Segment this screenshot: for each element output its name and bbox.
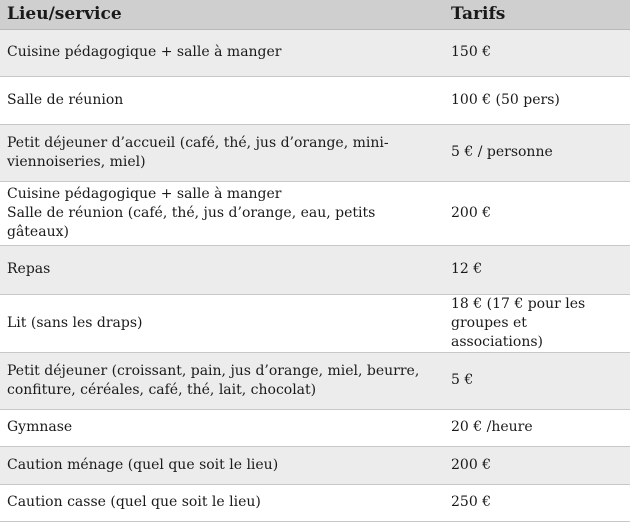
- tarif-cell: [444, 352, 630, 409]
- header-service: Lieu/service: [0, 0, 444, 29]
- table-row: [0, 245, 630, 294]
- tarif-line: 5 € / personne: [451, 144, 553, 160]
- service-cell: [0, 294, 444, 352]
- table-row: [0, 29, 630, 76]
- service-cell: [0, 352, 444, 409]
- table-row: [0, 446, 630, 484]
- tarif-line: 20 € /heure: [451, 419, 533, 435]
- table-row: [0, 76, 630, 124]
- service-line: Caution casse (quel que soit le lieu): [7, 494, 261, 510]
- service-cell: [0, 76, 444, 124]
- table-row: [0, 124, 630, 181]
- service-line: Cuisine pédagogique + salle à manger: [7, 44, 282, 60]
- service-cell: [0, 245, 444, 294]
- tarif-cell: [444, 124, 630, 181]
- table-row: [0, 181, 630, 245]
- table-row: [0, 294, 630, 352]
- tarif-cell: [444, 446, 630, 484]
- tarif-line: 12 €: [451, 261, 483, 277]
- tarif-line: 200 €: [451, 204, 492, 221]
- tarif-cell: [444, 484, 630, 521]
- table-row: [0, 352, 630, 409]
- header-row: [0, 0, 630, 29]
- tarif-cell: [444, 181, 630, 245]
- service-line: Repas: [7, 261, 51, 277]
- service-line: Caution ménage (quel que soit le lieu): [7, 456, 279, 473]
- tarif-line: 200 €: [451, 456, 492, 473]
- header-tarifs: Tarifs: [444, 0, 630, 29]
- service-cell: [0, 29, 444, 76]
- tarif-cell: [444, 294, 630, 352]
- service-line: Petit déjeuner (croissant, pain, jus d’orange, miel, beurre,: [7, 362, 420, 379]
- table-row: [0, 409, 630, 446]
- tarif-line: 18 € (17 € pour les: [451, 295, 586, 312]
- service-cell: [0, 409, 444, 446]
- service-cell: [0, 484, 444, 521]
- tarif-cell: [444, 245, 630, 294]
- service-cell: [0, 124, 444, 181]
- tarif-line: 100 € (50 pers): [451, 91, 560, 108]
- tarif-line: 5 €: [451, 372, 474, 388]
- tarif-line: groupes et associations): [451, 314, 544, 350]
- service-cell: [0, 181, 444, 245]
- service-line: Salle de réunion (café, thé, jus d’orange, eau, petits gâteaux): [7, 204, 376, 240]
- service-line: Gymnase: [7, 419, 73, 435]
- service-line: confiture, céréales, café, thé, lait, chocolat): [7, 381, 317, 398]
- service-line: Cuisine pédagogique + salle à manger: [7, 185, 282, 202]
- service-cell: [0, 446, 444, 484]
- tarif-line: 250 €: [451, 494, 492, 510]
- service-line: Salle de réunion: [7, 91, 124, 108]
- table-row: [0, 484, 630, 521]
- tarif-cell: [444, 76, 630, 124]
- service-line: Lit (sans les draps): [7, 314, 143, 331]
- tarif-cell: [444, 409, 630, 446]
- service-line: viennoiseries, miel): [7, 153, 146, 170]
- service-line: Petit déjeuner d’accueil (café, thé, jus d’orange, mini-: [7, 134, 389, 151]
- tarif-line: 150 €: [451, 44, 492, 60]
- tarif-cell: [444, 29, 630, 76]
